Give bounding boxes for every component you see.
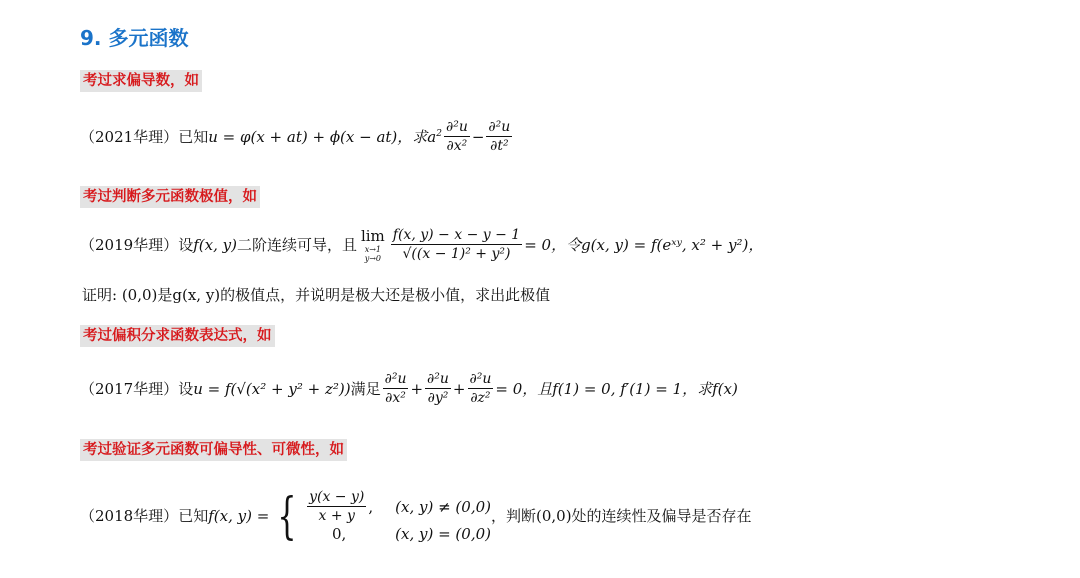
- problem-2019: [80, 226, 763, 263]
- minus-sign: −: [471, 127, 485, 146]
- problem-text: 设: [178, 236, 194, 254]
- problem-text: 已知: [178, 507, 209, 525]
- problem-2021: [80, 118, 514, 155]
- equation: u = φ(x + at) + ϕ(x − at)，求: [208, 128, 428, 146]
- function-f: f(x, y) =: [208, 506, 270, 525]
- equation-tail: = 0，且f(1) = 0, f′(1) = 1，求f(x): [495, 380, 738, 398]
- problem-2017: [80, 370, 738, 407]
- problem-source: （2018华理）: [80, 507, 179, 525]
- fraction-d2u-dt2: $\frac{\text{∂²u}}{\text{∂t²}}$: [488, 119, 511, 154]
- coef-a: $a^2$: [427, 127, 442, 146]
- problem-text: 二阶连续可导，且: [236, 236, 357, 254]
- case2-value: 0,: [331, 525, 347, 543]
- equation-tail: = 0，令g(x, y) = f(eˣʸ, x² + y²)，: [524, 236, 764, 254]
- problem-2018: [80, 488, 752, 543]
- section-label-integration: 考过偏积分求函数表达式，如: [80, 325, 275, 347]
- limit-operator: lim x→1 y→0: [360, 226, 385, 263]
- problem-source: （2017华理）: [80, 380, 179, 398]
- problem-text: 满足: [350, 380, 381, 398]
- function-f: f(x, y): [193, 235, 237, 254]
- fraction-d2u-dx2: $\frac{\text{∂²u}}{\text{∂x²}}$: [384, 371, 407, 406]
- plus-sign: +: [410, 379, 424, 398]
- fraction-d2u-dz2: $\frac{\text{∂²u}}{\text{∂z²}}$: [469, 371, 492, 406]
- problem-tail: ，判断(0,0)处的连续性及偏导是否存在: [490, 507, 752, 525]
- limit-fraction: $\frac{f(x, y) - x - y - 1}{\text{√((x − 1)² + y²)}}$: [392, 227, 521, 262]
- fraction-d2u-dy2: $\frac{\text{∂²u}}{\text{∂y²}}$: [427, 371, 449, 406]
- case2-condition: (x, y) = (0,0): [395, 525, 491, 543]
- section-label-extremum: 考过判断多元函数极值，如: [80, 186, 260, 208]
- equation: u = f(√(x² + y² + z²)): [193, 379, 351, 398]
- piecewise-cases: $\frac{y(x - y)}{x + y}$ , (x, y) ≠ (0,0) 0, (x, y) = (0,0): [305, 488, 491, 543]
- plus-sign: +: [452, 379, 466, 398]
- problem-2019-line2: 证明: (0,0)是g(x, y)的极值点，并说明是极大还是极小值，求出此极值: [82, 286, 551, 304]
- section-label-differentiability: 考过验证多元函数可偏导性、可微性，如: [80, 439, 347, 461]
- section-label-partial-derivative: 考过求偏导数，如: [80, 70, 202, 92]
- problem-source: （2021华理）: [80, 128, 179, 146]
- page-heading: 9. 多元函数: [80, 26, 189, 50]
- case1-fraction: $\frac{y(x - y)}{x + y}$: [309, 489, 365, 524]
- problem-text: 已知: [178, 128, 209, 146]
- problem-source: （2019华理）: [80, 236, 179, 254]
- left-brace: {: [277, 486, 297, 545]
- case1-condition: (x, y) ≠ (0,0): [395, 497, 491, 516]
- fraction-d2u-dx2: $\frac{\text{∂²u}}{\text{∂x²}}$: [445, 119, 468, 154]
- problem-text: 设: [178, 380, 194, 398]
